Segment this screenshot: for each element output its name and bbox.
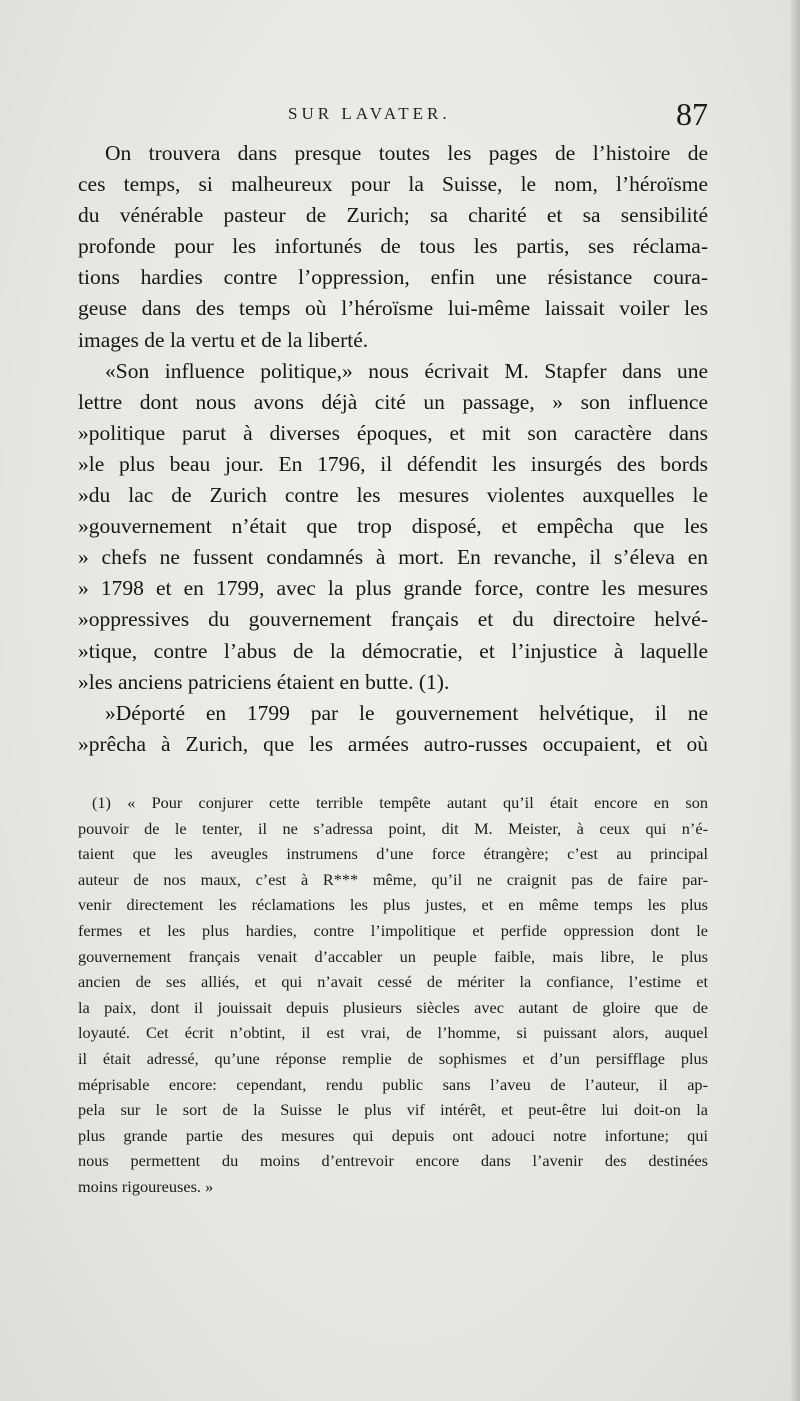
- text-line: »tique, contre l’abus de la démocratie, et l’injustice à laquelle: [78, 638, 708, 663]
- text-line: On trouvera dans presque toutes les pages de l’histoire de: [105, 141, 708, 165]
- footnote-line: il était adressé, qu’une réponse remplie de sophismes et d’un persifflage plus: [78, 1048, 708, 1068]
- page-number: 87: [676, 96, 708, 132]
- footnote-line: pouvoir de le tenter, il ne s’adressa point, dit M. Meister, à ceux qui n’é-: [78, 818, 708, 838]
- page-edge-shadow: [790, 0, 800, 1401]
- text-line: lettre dont nous avons déjà cité un passage, » son influence: [78, 389, 708, 414]
- text-line: »les anciens patriciens étaient en butte. (1).: [78, 669, 450, 694]
- text-line: » chefs ne fussent condamnés à mort. En revanche, il s’éleva en: [78, 545, 708, 570]
- running-title: SUR LAVATER.: [288, 104, 451, 123]
- footnote-line: ancien de ses alliés, et qui n’avait cessé de mériter la confiance, l’estime et: [78, 972, 708, 992]
- text-line: »politique parut à diverses époques, et mit son caractère dans: [78, 420, 708, 445]
- footnote-line: (1) « Pour conjurer cette terrible tempête autant qu’il était encore en son: [92, 793, 708, 812]
- footnote-line: moins rigoureuses. »: [78, 1176, 214, 1196]
- text-line: geuse dans des temps où l’héroïsme lui-même laissait voiler les: [78, 296, 708, 321]
- main-text: [78, 138, 708, 760]
- footnote-line: plus grande partie des mesures qui depuis ont adouci notre infortune; qui: [78, 1125, 708, 1145]
- footnote-line: venir directement les réclamations les plus justes, et en même temps les plus: [78, 895, 708, 915]
- footnote-line: pela sur le sort de la Suisse le plus vif intérêt, et peut-être lui doit-on la: [78, 1100, 708, 1120]
- footnote-line: nous permettent du moins d’entrevoir encore dans l’avenir des destinées: [78, 1151, 708, 1171]
- text-line: »oppressives du gouvernement français et du directoire helvé-: [78, 607, 708, 632]
- text-line: »le plus beau jour. En 1796, il défendit les insurgés des bords: [78, 451, 708, 476]
- footnote-line: gouvernement français venait d’accabler un peuple faible, mais libre, le plus: [78, 946, 708, 966]
- text-line: »prêcha à Zurich, que les armées autro-russes occupaient, et où: [78, 731, 708, 756]
- text-line: «Son influence politique,» nous écrivait M. Stapfer dans une: [105, 358, 708, 383]
- text-line: profonde pour les infortunés de tous les partis, ses réclama-: [78, 234, 708, 259]
- text-line: »du lac de Zurich contre les mesures violentes auxquelles le: [78, 483, 708, 508]
- footnote-line: auteur de nos maux, c’est à R*** même, qu’il ne craignit pas de faire par-: [78, 869, 708, 889]
- text-line: images de la vertu et de la liberté.: [78, 327, 369, 352]
- text-line: du vénérable pasteur de Zurich; sa charité et sa sensibilité: [78, 203, 708, 228]
- footnote-line: méprisable encore: cependant, rendu public sans l’aveu de l’auteur, il ap-: [78, 1074, 708, 1094]
- text-line: »gouvernement n’était que trop disposé, et empêcha que les: [78, 514, 708, 539]
- running-head: [0, 98, 800, 132]
- text-line: ces temps, si malheureux pour la Suisse, le nom, l’héroïsme: [78, 172, 708, 197]
- text-line: »Déporté en 1799 par le gouvernement helvétique, il ne: [105, 700, 708, 725]
- text-line: » 1798 et en 1799, avec la plus grande force, contre les mesures: [78, 576, 708, 601]
- footnote-line: fermes et les plus hardies, contre l’impolitique et perfide oppression dont le: [78, 920, 708, 940]
- text-line: tions hardies contre l’oppression, enfin une résistance coura-: [78, 265, 708, 290]
- footnote: [78, 790, 708, 1200]
- footnote-line: loyauté. Cet écrit n’obtint, il est vrai, de l’homme, si puissant alors, auquel: [78, 1023, 708, 1043]
- footnote-line: la paix, dont il jouissait depuis plusieurs siècles avec autant de gloire que de: [78, 997, 708, 1017]
- footnote-line: taient que les aveugles instrumens d’une force étrangère; c’est au principal: [78, 844, 708, 864]
